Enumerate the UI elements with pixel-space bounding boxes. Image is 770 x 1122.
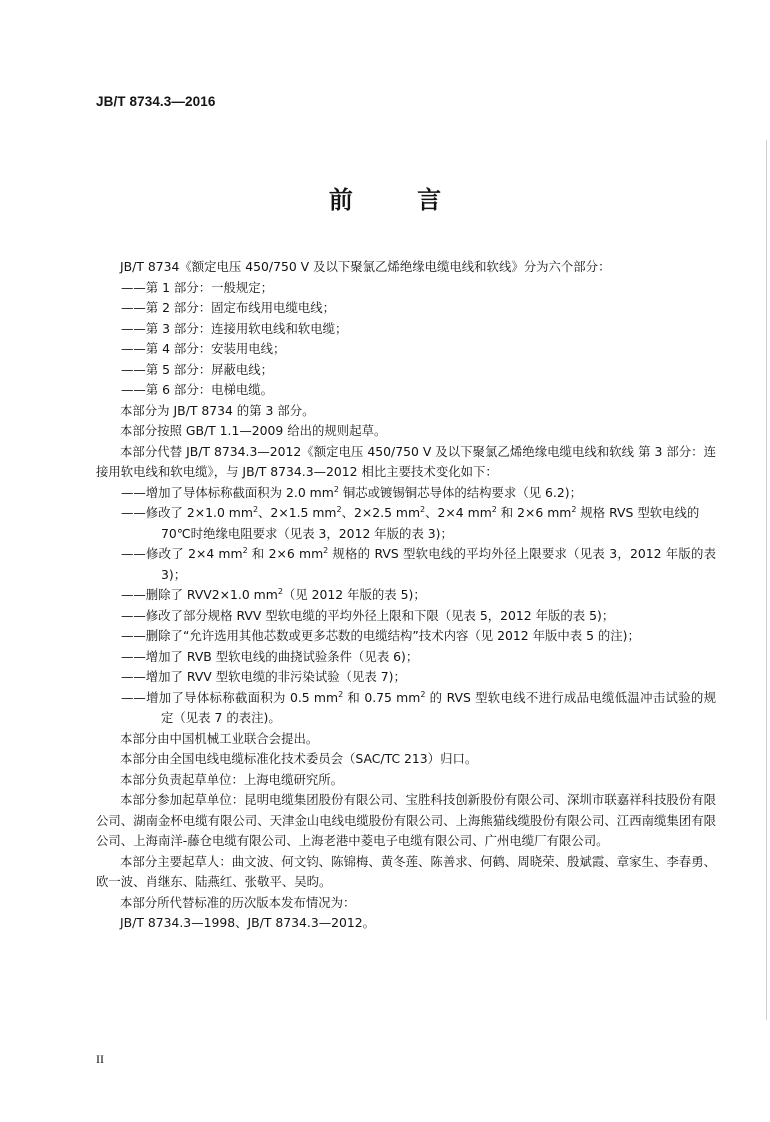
change-item: ——删除了 RVV2×1.0 $mm^2$（见 2012 年版的表 5)； xyxy=(121,586,426,602)
proposed-paragraph: 本部分由中国机械工业联合会提出。 xyxy=(120,730,319,746)
part-item: ——第 2 部分：固定布线用电缆电线； xyxy=(121,300,336,315)
change-item: ——增加了 RVV 型软电缆的非污染试验（见表 7)； xyxy=(121,669,406,684)
drafters-paragraph: 本部分主要起草人：曲文波、何文钧、陈锦梅、黄冬莲、陈善求、何鹤、周晓荣、殷斌霞、章家生、李春勇、欧一波、肖继东、陆燕红、张敬平、吴昀。 xyxy=(96,853,716,889)
change-item: ——增加了导体标称截面积为 2.0 $mm^2$ 铜芯或镀锡铜芯导体的结构要求（见 6.2)； xyxy=(121,484,582,500)
part-item: ——第 3 部分：连接用软电线和软电缆； xyxy=(121,320,348,336)
history-paragraph: JB/T 8734.3—1998、JB/T 8734.3—2012。 xyxy=(120,915,376,930)
part-item: ——第 1 部分：一般规定； xyxy=(121,279,274,295)
page-number: II xyxy=(96,1052,104,1066)
change-item: ——增加了导体标称截面积为 0.5 $mm^2$ 和 0.75 $mm^2$ 的 RVS 型软电线不进行成品电缆低温冲击试验的规定（见表 7 的表注)。 xyxy=(121,689,716,725)
document-code: JB/T 8734.3—2016 xyxy=(96,94,216,109)
this-part-paragraph: 本部分为 JB/T 8734 的第 3 部分。 xyxy=(120,402,315,418)
foreword-body xyxy=(96,257,716,934)
change-item: ——增加了 RVB 型软电线的曲挠试验条件（见表 6)； xyxy=(121,648,419,664)
intro-paragraph: JB/T 8734《额定电压 450/750 V 及以下聚氯乙烯绝缘电缆电线和软线》分为六个部分： xyxy=(120,259,611,274)
change-item: ——修改了部分规格 RVV 型软电缆的平均外径上限和下限（见表 5，2012 年版的表 5)； xyxy=(121,607,615,623)
change-item: ——修改了 2×1.0 $mm^2$、2×1.5 $mm^2$、2×2.5 $mm^2$、2×4 $mm^2$ 和 2×6 $mm^2$ 规格 RVS 型软电线的 xyxy=(121,504,700,520)
history-label-paragraph: 本部分所代替标准的历次版本发布情况为： xyxy=(120,894,356,910)
part-item: ——第 4 部分：安装用电线； xyxy=(121,341,286,356)
part-item: ——第 6 部分：电梯电缆。 xyxy=(121,382,274,397)
part-item: ——第 5 部分：屏蔽电线； xyxy=(121,361,274,377)
scan-edge-line xyxy=(766,140,767,1020)
change-item-continuation: 70℃时绝缘电阻要求（见表 3，2012 年版的表 3)； xyxy=(161,525,453,541)
participants-paragraph: 本部分参加起草单位：昆明电缆集团股份有限公司、宝胜科技创新股份有限公司、深圳市联嘉祥科技股份有限公司、湖南金杯电缆有限公司、天津金山电线电缆股份有限公司、上海熊猫线缆股份有限公司、江西南缆集团有限公司、上海南洋-藤仓电缆有限公司、上海老港中菱电子电缆有限公司、广州电缆厂有限公司。 xyxy=(96,792,716,848)
change-item: ——修改了 2×4 $mm^2$ 和 2×6 $mm^2$ 规格的 RVS 型软电线的平均外径上限要求（见表 3，2012 年版的表 3)； xyxy=(121,545,716,582)
change-item: ——删除了“允许选用其他芯数或更多芯数的电缆结构”技术内容（见 2012 年版中表 5 的注)； xyxy=(121,628,640,643)
drafting-rule-paragraph: 本部分按照 GB/T 1.1—2009 给出的规则起草。 xyxy=(120,423,387,438)
responsible-paragraph: 本部分负责起草单位：上海电缆研究所。 xyxy=(120,771,344,787)
replaces-paragraph: 本部分代替 JB/T 8734.3—2012《额定电压 450/750 V 及以下聚氯乙烯绝缘电缆电线和软线 第 3 部分：连接用软电线和软电缆》，与 JB/T 8734.3—2012 相比主要技术变化如下： xyxy=(96,443,716,479)
jurisdiction-paragraph: 本部分由全国电线电缆标准化技术委员会（SAC/TC 213）归口。 xyxy=(120,751,478,766)
page-title: 前 言 xyxy=(328,186,470,214)
